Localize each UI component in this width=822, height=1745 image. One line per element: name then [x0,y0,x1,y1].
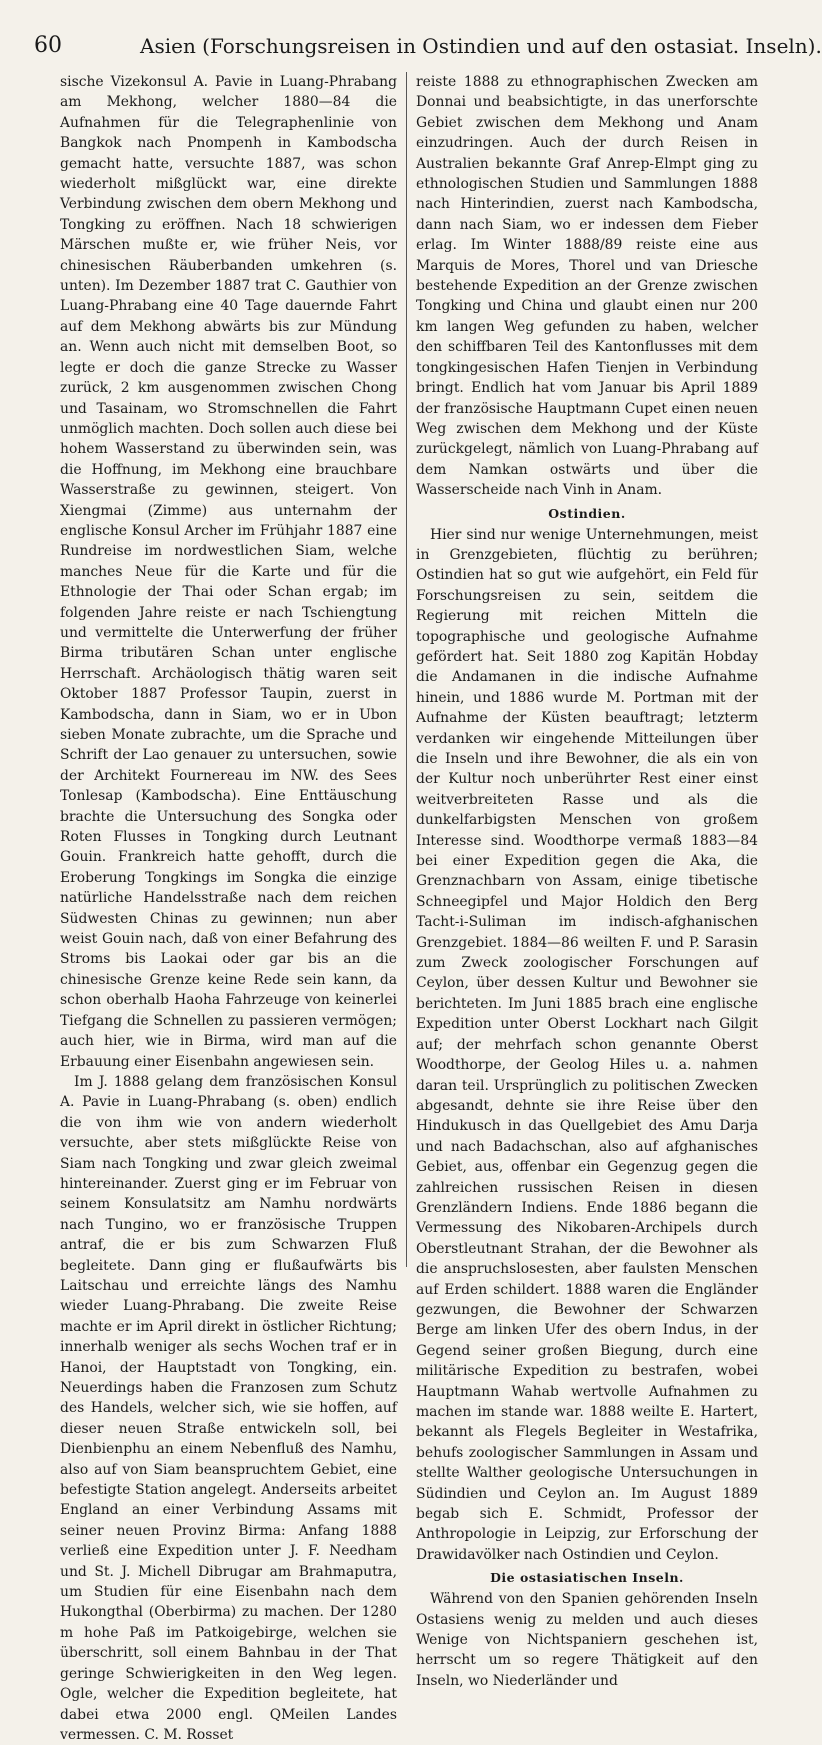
page-header [0,0,822,70]
section-heading-ostasiatische-inseln: Die ostasiatischen Inseln. [490,1570,684,1586]
right-paragraph-inseln: Während von den Spanien gehörenden Inseln Ostasiens wenig zu melden und auch dieses Wenige von Nichtspaniern geschehen ist, herrscht um so regere Thätigkeit auf den Inseln, wo Niederländer und [416,1591,758,1689]
running-title: Asien (Forschungsreisen in Ostindien und auf den ostasiat. Inseln). [140,34,822,58]
right-paragraph-ostindien: Hier sind nur wenige Unternehmungen, meist in Grenzgebieten, flüchtig zu berühren; Ostindien hat so gut wie aufgehört, ein Feld für Forschungsreisen zu sein, seitdem die Regierung mit reichen Mitteln die topographische und geologische Aufnahme gefördert hat. Seit 1880 zog Kapitän Hobday die Andamanen in die indische Aufnahme hinein, und 1886 wurde M. Portman mit der Aufnahme der Küsten beauftragt; letzterm verdanken wir eingehende Mitteilungen über die Inseln und ihre Bewohner, die als ein von der Kultur noch unberührter Rest einer einst weitverbreiteten Rasse und als die dunkelfarbigsten Menschen von großem Interesse sind. Woodthorpe vermaß 1883—84 bei einer Expedition gegen die Aka, die Grenznachbarn von Assam, einige tibetische Schneegipfel und Major Holdich den Berg Tacht-i-Suliman im indisch-afghanischen Grenzgebiet. 1884—86 weilten F. und P. Sarasin zum Zweck zoologischer Forschungen auf Ceylon, über dessen Kultur und Bewohner sie berichteten. Im Juni 1885 brach eine englische Expedition unter Oberst Lockhart nach Gilgit auf; der mehrfach schon genannte Oberst Woodthorpe, der Geolog Hiles u. a. nahmen daran teil. Ursprünglich zu politischen Zwecken abgesandt, dehnte sie ihre Reise über den Hindukusch in das Quellgebiet des Amu Darja und nach Badachschan, also auf afghanisches Gebiet, aus, offenbar ein Gegenzug gegen die zahlreichen russischen Reisen in diesen Grenzländern Indiens. Ende 1886 begann die Vermessung des Nikobaren-Archipels durch Oberstleutnant Strahan, der die Bewohner als die anspruchslosesten, aber faulsten Menschen auf Erden schildert. 1888 waren die Engländer gezwungen, die Bewohner der Schwarzen Berge am linken Ufer des obern Indus, in der Gegend seiner großen Biegung, durch eine militärische Expedition zu bestrafen, wobei Hauptmann Wahab wertvolle Aufnahmen zu machen im stande war. 1888 weilte E. Hartert, bekannt als Flegels Begleiter in Westafrika, behufs zoologischer Sammlungen in Assam und stellte Walther geologische Untersuchungen in Südindien und Ceylon an. Im August 1889 begab sich E. Schmidt, Professor der Anthropologie in Leipzig, zur Erforschung der Drawidavölker nach Ostindien und Ceylon. [416,526,758,1563]
right-paragraph-continuation: reiste 1888 zu ethnographischen Zwecken am Donnai und beabsichtigte, in das unerforschte Gebiet zwischen dem Mekhong und Anam einzudringen. Auch der durch Reisen in Australien bekannte Graf Anrep-Elmpt ging zu ethnologischen Studien und Sammlungen 1888 nach Hinterindien, zuerst nach Kambodscha, dann nach Siam, wo er indessen dem Fieber erlag. Im Winter 1888/89 reiste eine aus Marquis de Mores, Thorel und van Driesche bestehende Expedition an der Grenze zwischen Tongking und China und glaubt einen nur 200 km langen Weg gefunden zu haben, welcher den schiffbaren Teil des Kantonflusses mit dem tongkingesischen Hafen Tienjen in Verbindung bringt. Endlich hat vom Januar bis April 1889 der französische Hauptmann Cupet einen neuen Weg zwischen dem Mekhong und der Küste zurückgelegt, nämlich von Luang-Phrabang auf dem Namkan ostwärts und über die Wasserscheide nach Vinh in Anam. [416,74,758,499]
right-column [416,72,758,1689]
page-number: 60 [34,33,62,58]
left-paragraph-2: Im J. 1888 gelang dem französischen Konsul A. Pavie in Luang-Phrabang (s. oben) endlich die von ihm wie von andern wiederholt versuchte, aber stets mißglückte Reise von Siam nach Tongking und zwar gleich zweimal hintereinander. Zuerst ging er im Februar von seinem Konsulatsitz am Namhu nordwärts nach Tungino, wo er französische Truppen antraf, die er bis zum Schwarzen Fluß begleitete. Dann ging er flußaufwärts bis Laitschau und erreichte längs des Namhu wieder Luang-Phrabang. Die zweite Reise machte er im April direkt in östlicher Richtung; innerhalb weniger als sechs Wochen traf er in Hanoi, der Hauptstadt von Tongking, ein. Neuerdings haben die Franzosen zum Schutz des Handels, welcher sich, wie sie hoffen, auf dieser neuen Straße entwickeln soll, bei Dienbienphu an einem Nebenfluß des Namhu, also auf von Siam beanspruchtem Gebiet, eine befestigte Station angelegt. Anderseits arbeitet England an einer Verbindung Assams mit seiner neuen Provinz Birma: Anfang 1888 verließ eine Expedition unter J. F. Needham und St. J. Michell Dibrugar am Brahmaputra, um Studien für eine Eisenbahn nach dem Hukongthal (Oberbirma) zu machen. Der 1280 m hohe Paß im Patkoigebirge, welchen sie überschritt, soll einem Bahnbau in der That geringe Schwierigkeiten in den Weg legen. Ogle, welcher die Expedition begleitete, hat dabei etwa 2000 engl. QMeilen Landes vermessen. C. M. Rosset [60,1073,397,1743]
section-heading-ostindien: Ostindien. [548,505,626,521]
column-divider [406,72,407,1267]
left-column [60,72,397,1743]
left-paragraph-1: sische Vizekonsul A. Pavie in Luang-Phrabang am Mekhong, welcher 1880—84 die Aufnahmen für die Telegraphenlinie von Bangkok nach Pnompenh in Kambodscha gemacht hatte, versuchte 1887, was schon wiederholt mißglückt war, eine direkte Verbindung zwischen dem obern Mekhong und Tongking zu eröffnen. Nach 18 schwierigen Märschen mußte er, wie früher Neis, vor chinesischen Räuberbanden umkehren (s. unten). Im Dezember 1887 trat C. Gauthier von Luang-Phrabang eine 40 Tage dauernde Fahrt auf dem Mekhong abwärts bis zur Mündung an. Wenn auch nicht mit demselben Boot, so legte er doch die ganze Strecke zu Wasser zurück, 2 km ausgenommen zwischen Chong und Tasainam, wo Stromschnellen die Fahrt unmöglich machten. Doch sollen auch diese bei hohem Wasserstand zu überwinden sein, was die Hoffnung, im Mekhong eine brauchbare Wasserstraße zu gewinnen, steigert. Von Xiengmai (Zimme) aus unternahm der englische Konsul Archer im Frühjahr 1887 eine Rundreise im nordwestlichen Siam, welche manches Neue für die Karte und für die Ethnologie der Thai oder Schan ergab; im folgenden Jahre reiste er nach Tschiengtung und vermittelte die Unterwerfung der früher Birma tributären Schan unter englische Herrschaft. Archäologisch thätig waren seit Oktober 1887 Professor Taupin, zuerst in Kambodscha, dann in Siam, wo er in Ubon sieben Monate zubrachte, um die Sprache und Schrift der Lao genauer zu untersuchen, sowie der Architekt Fournereau im NW. des Sees Tonlesap (Kambodscha). Eine Enttäuschung brachte die Untersuchung des Songka oder Roten Flusses in Tongking durch Leutnant Gouin. Frankreich hatte gehofft, durch die Eroberung Tongkings im Songka die einzige natürliche Handelsstraße nach dem reichen Südwesten Chinas zu gewinnen; nun aber weist Gouin nach, daß von einer Befahrung des Stroms bis Laokai oder gar bis an die chinesische Grenze keine Rede sein kann, da schon oberhalb Haoha Fahrzeuge von keinerlei Tiefgang die Schnellen zu passieren vermögen; auch hier, wie in Birma, wird man auf die Erbauung einer Eisenbahn angewiesen sein. [60,74,397,1070]
